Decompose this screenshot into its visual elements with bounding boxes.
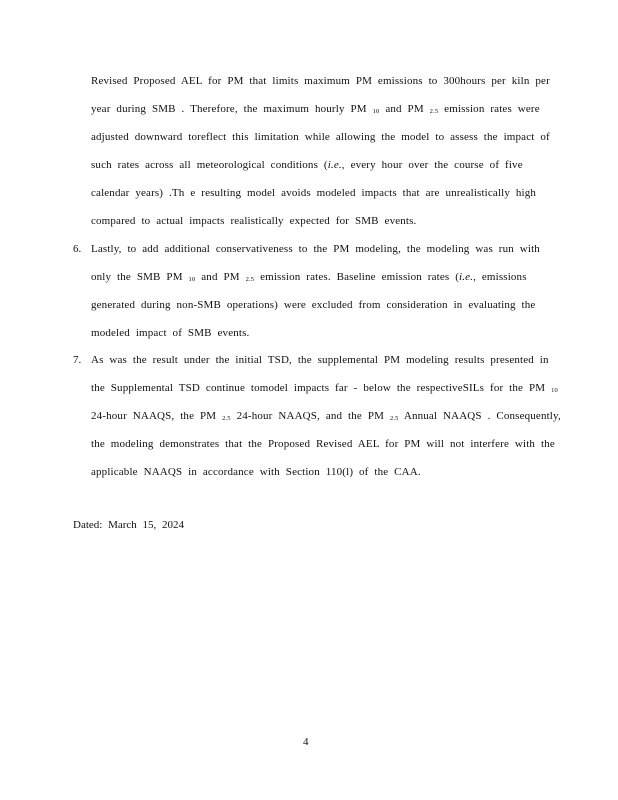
item7-line-2: the Supplemental TSD continue tomodel impacts far - below the respectiveSILs for the PM $_{10}$ (91, 382, 558, 394)
item5-line-3: adjusted downward toreflect this limitation while allowing the model to assess the impact of (91, 131, 550, 143)
item5-line-2: year during SMB . Therefore, the maximum hourly PM $_{10}$ and PM $_{2.5}$ emission rates were (91, 103, 540, 115)
page-number: 4 (303, 736, 309, 748)
dated-line: Dated: March 15, 2024 (73, 519, 185, 531)
item5-line-6: compared to actual impacts realistically expected for SMB events. (91, 215, 417, 227)
item7-line-1: As was the result under the initial TSD, the supplemental PM modeling results presented in (91, 354, 549, 366)
item5-line-4: such rates across all meteorological conditions (i.e., every hour over the course of five (91, 159, 523, 171)
item7-line-5: applicable NAAQS in accordance with Section 110(l) of the CAA. (91, 466, 421, 478)
item6-number: 6. (73, 243, 82, 255)
item7-number: 7. (73, 354, 82, 366)
item6-line-3: generated during non-SMB operations) were excluded from consideration in evaluating the (91, 299, 536, 311)
item5-line-1: Revised Proposed AEL for PM that limits maximum PM emissions to 300hours per kiln per (91, 75, 550, 87)
item5-line-5: calendar years) .Th e resulting model avoids modeled impacts that are unrealistically high (91, 187, 537, 199)
item7-line-4: the modeling demonstrates that the Proposed Revised AEL for PM will not interfere with the (91, 438, 555, 450)
item6-line-4: modeled impact of SMB events. (91, 327, 250, 339)
item6-line-2: only the SMB PM $_{10}$ and PM $_{2.5}$ emission rates. Baseline emission rates (i.e., emissions (91, 271, 527, 283)
item7-line-3: 24-hour NAAQS, the PM $_{2.5}$ 24-hour NAAQS, and the PM $_{2.5}$ Annual NAAQS . Consequently, (91, 410, 561, 422)
item6-line-1: Lastly, to add additional conservativeness to the PM modeling, the modeling was run with (91, 243, 540, 255)
